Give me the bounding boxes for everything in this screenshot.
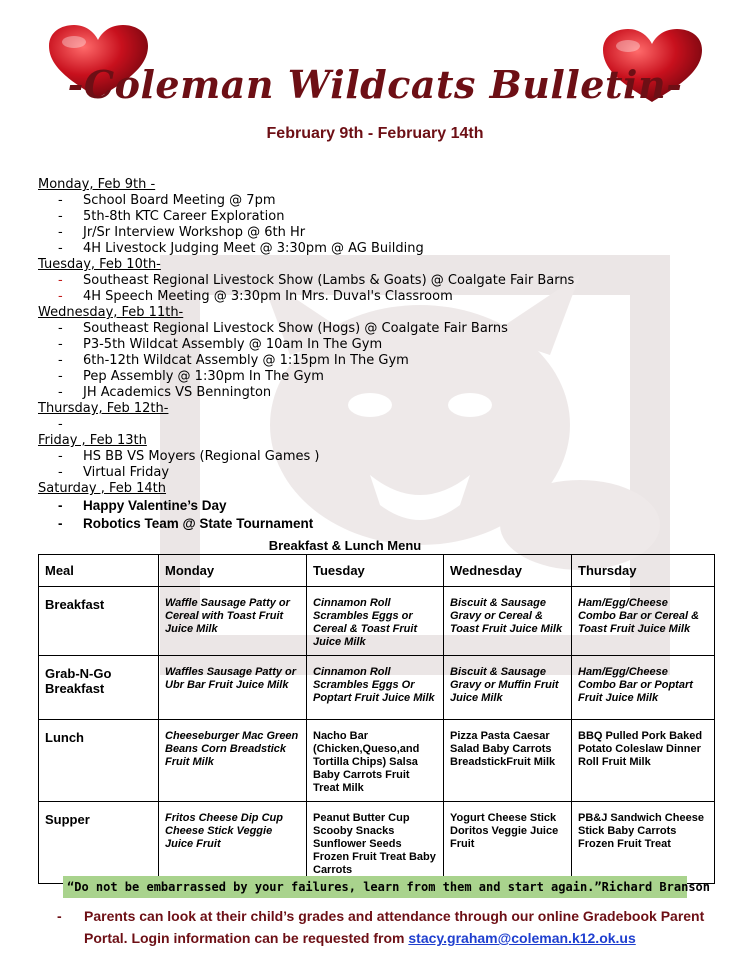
menu-cell: Cinnamon Roll Scrambles Eggs or Cereal & Toast Fruit Juice Milk	[307, 587, 444, 656]
menu-cell: Biscuit & Sausage Gravy or Muffin Fruit Juice Milk	[444, 656, 572, 720]
menu-title: Breakfast & Lunch Menu	[268, 538, 422, 553]
column-header: Meal	[39, 555, 159, 587]
day-heading: Friday , Feb 13th	[38, 433, 147, 448]
menu-cell: Nacho Bar (Chicken,Queso,and Tortilla Chips) Salsa Baby Carrots Fruit Treat Milk	[307, 720, 444, 802]
menu-cell: Peanut Butter Cup Scooby Snacks Sunflower Seeds Frozen Fruit Treat Baby Carrots	[307, 802, 444, 884]
menu-cell: Ham/Egg/Cheese Combo Bar or Poptart Fruit Juice Milk	[572, 656, 715, 720]
event-item: - School Board Meeting @ 7pm	[58, 193, 276, 208]
date-range: February 9th - February 14th	[266, 125, 484, 142]
menu-cell: Waffles Sausage Patty or Ubr Bar Fruit Juice Milk	[159, 656, 307, 720]
table-row	[39, 720, 715, 802]
meal-label: Breakfast	[39, 587, 159, 656]
event-item: - 4H Livestock Judging Meet @ 3:30pm @ AG Building	[58, 241, 424, 256]
event-item: - 5th-8th KTC Career Exploration	[58, 209, 285, 224]
menu-cell: Fritos Cheese Dip Cup Cheese Stick Veggie Juice Fruit	[159, 802, 307, 884]
event-item: - Jr/Sr Interview Workshop @ 6th Hr	[58, 225, 306, 240]
event-item: -	[58, 417, 63, 432]
event-item: - Robotics Team @ State Tournament	[58, 516, 314, 531]
event-item: - Pep Assembly @ 1:30pm In The Gym	[58, 369, 324, 384]
day-heading: Tuesday, Feb 10th-	[38, 257, 161, 272]
menu-cell: Pizza Pasta Caesar Salad Baby Carrots BreadstickFruit Milk	[444, 720, 572, 802]
day-heading: Monday, Feb 9th -	[38, 177, 156, 192]
table-row	[39, 656, 715, 720]
bulletin-title: -Coleman Wildcats Bulletin-	[67, 62, 683, 107]
event-item: - HS BB VS Moyers (Regional Games )	[58, 449, 320, 464]
email-link[interactable]: stacy.graham@coleman.k12.ok.us	[408, 930, 636, 946]
column-header: Wednesday	[444, 555, 572, 587]
menu-cell: PB&J Sandwich Cheese Stick Baby Carrots Frozen Fruit Treat	[572, 802, 715, 884]
day-heading: Wednesday, Feb 11th-	[38, 305, 184, 320]
meal-label: Supper	[39, 802, 159, 884]
meal-label: Grab-N-Go Breakfast	[39, 656, 159, 720]
event-item: - 4H Speech Meeting @ 3:30pm In Mrs. Duval's Classroom	[58, 289, 453, 304]
gradebook-notice: - Parents can look at their child’s grades and attendance through our online Gradebook Parent Portal. Login information can be requested from stacy.graham@coleman.k12.ok.us	[57, 908, 705, 946]
day-heading: Thursday, Feb 12th-	[38, 401, 169, 416]
day-heading: Saturday , Feb 14th	[38, 481, 167, 496]
weekly-schedule	[38, 177, 718, 533]
menu-cell: Cinnamon Roll Scrambles Eggs Or Poptart Fruit Juice Milk	[307, 656, 444, 720]
menu-cell: Waffle Sausage Patty or Cereal with Toast Fruit Juice Milk	[159, 587, 307, 656]
menu-cell: Yogurt Cheese Stick Doritos Veggie Juice Fruit	[444, 802, 572, 884]
event-item: - JH Academics VS Bennington	[58, 385, 272, 400]
table-row	[39, 587, 715, 656]
column-header: Monday	[159, 555, 307, 587]
menu-cell: Cheeseburger Mac Green Beans Corn Breadstick Fruit Milk	[159, 720, 307, 802]
event-item: - Southeast Regional Livestock Show (Lambs & Goats) @ Coalgate Fair Barns	[58, 273, 575, 288]
menu-cell: Biscuit & Sausage Gravy or Cereal & Toast Fruit Juice Milk	[444, 587, 572, 656]
menu-cell: BBQ Pulled Pork Baked Potato Coleslaw Dinner Roll Fruit Milk	[572, 720, 715, 802]
menu-table	[38, 554, 715, 884]
column-header: Tuesday	[307, 555, 444, 587]
event-item: - Happy Valentine’s Day	[58, 498, 227, 513]
event-item: - 6th-12th Wildcat Assembly @ 1:15pm In The Gym	[58, 353, 409, 368]
quote-banner: “Do not be embarrassed by your failures, learn from them and start again.”Richard Branson	[63, 876, 687, 898]
column-header: Thursday	[572, 555, 715, 587]
table-row	[39, 802, 715, 884]
event-item: - Southeast Regional Livestock Show (Hogs) @ Coalgate Fair Barns	[58, 321, 508, 336]
event-item: - P3-5th Wildcat Assembly @ 10am In The Gym	[58, 337, 383, 352]
meal-label: Lunch	[39, 720, 159, 802]
menu-cell: Ham/Egg/Cheese Combo Bar or Cereal & Toast Fruit Juice Milk	[572, 587, 715, 656]
notice-text: Parents can look at their child’s grades and attendance through our online Gradebook Parent Portal. Login information can be requested from	[84, 908, 705, 946]
event-item: - Virtual Friday	[58, 465, 170, 480]
